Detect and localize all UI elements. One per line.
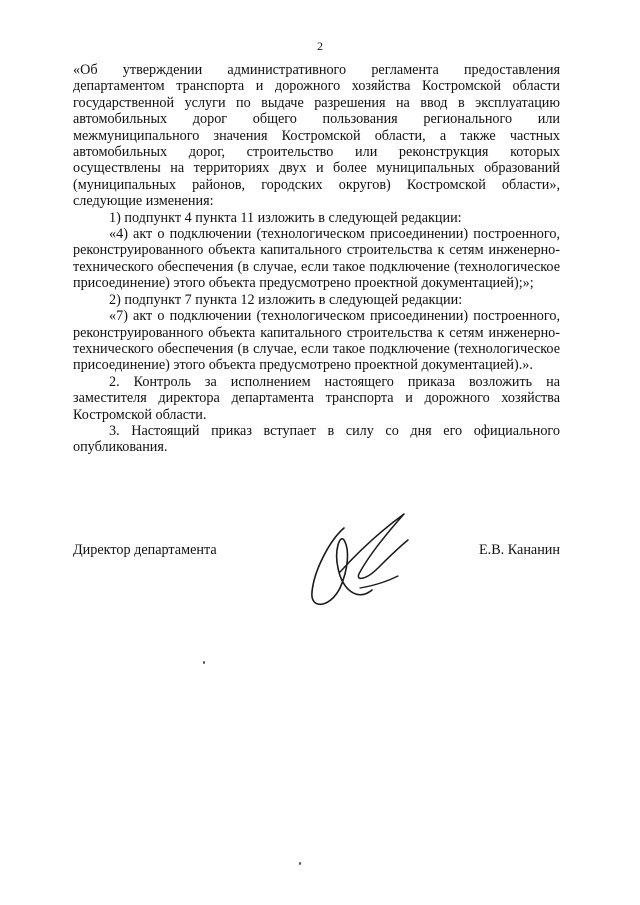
paragraph-item-2: 2) подпункт 7 пункта 12 изложить в следующей редакции: [109,291,463,308]
scan-speck [298,862,301,866]
paragraph-item-1: 1) подпункт 4 пункта 11 изложить в следующей редакции: [109,209,462,226]
handwritten-signature-icon [300,510,415,615]
signer-name: Е.В. Кананин [478,542,560,558]
document-body [73,62,560,456]
paragraph-item-2-text: «7) акт о подключении (технологическом присоединении) построенного, реконструированного объекта капитального строительства к сетям инженерно-технического обеспечения (в случае, если такое подключение (технологическое присоединение) этого объекта предусмотрено проектной документацией).». [73,308,560,374]
paragraph-effective: 3. Настоящий приказ вступает в силу со дня его официального опубликования. [73,422,560,456]
paragraph-title-reference: «Об утверждении административного регламента предоставления департаментом транспорта и дорожного хозяйства Костромской области государственной услуги по выдаче разрешения на ввод в эксплуатацию автомобильных дорог общего пользования регионального или межмуниципального значения Костромской области, а также частных автомобильных дорог, строительство или реконструкция которых осуществлены на территориях двух и более муниципальных образований (муниципальных районов, городских округов) Костромской области», следующие изменения: [73,62,560,210]
page-number: 2 [317,39,323,53]
scan-speck [203,661,205,664]
paragraph-control: 2. Контроль за исполнением настоящего приказа возложить на заместителя директора департамента транспорта и дорожного хозяйства Костромской области. [73,373,560,423]
paragraph-item-1-text: «4) акт о подключении (технологическом присоединении) построенного, реконструированного объекта капитального строительства к сетям инженерно-технического обеспечения (в случае, если такое подключение (технологическое присоединение) этого объекта предусмотрено проектной документацией);»; [73,226,560,292]
signer-title: Директор департамента [73,542,217,558]
